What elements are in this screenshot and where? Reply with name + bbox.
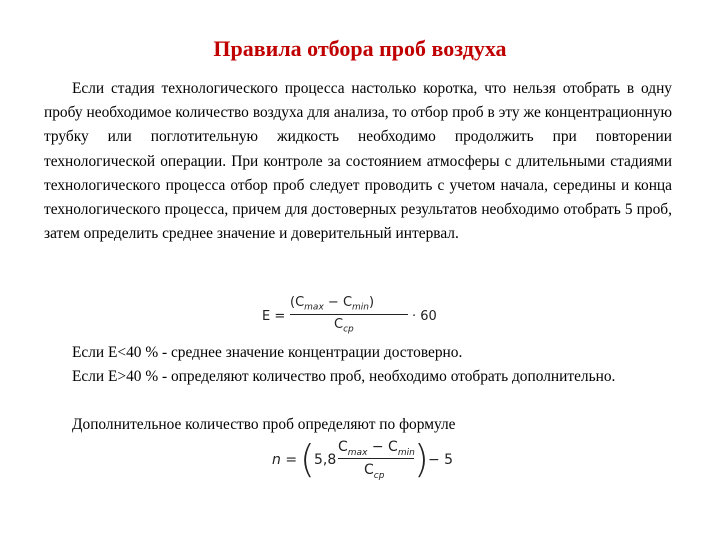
left-paren: ( [300,437,315,481]
fraction-bar [290,314,408,315]
fraction-bar [338,458,414,459]
formula-count-lhs: n = [272,452,298,468]
paragraph-error-above: Если E>40 % - определяют количество проб, необходимо отобрать дополнительно. [72,368,616,385]
formula-sample-count [272,436,462,490]
formula-count-subtract: − 5 [428,452,454,468]
paragraph-error-below: Если E<40 % - среднее значение концентрации достоверно. [72,344,463,361]
formula-coefficient: 5,8 [314,452,337,468]
formula-error-numerator: $(C_{max} - C_{min})$ [290,295,375,313]
formula-count-numerator: $C_{max} - C_{min}$ [338,439,415,458]
formula-error-denominator: $C_{ср}$ [334,317,354,335]
formula-error-lhs: E = [262,309,286,324]
formula-error-multiplier: · 60 [412,309,437,324]
formula-count-denominator: $C_{ср}$ [364,462,385,481]
paragraph-additional-samples: Дополнительное количество проб определяют по формуле [72,416,456,433]
page-title: Правила отбора проб воздуха [213,36,507,61]
right-paren: ) [414,437,429,481]
paragraph-sampling-rules: Если стадия технологического процесса настолько коротка, что нельзя отобрать в одну пробу необходимое количество воздуха для анализа, то отбор проб в эту же концентрационную трубку или поглотительную жидкость необходимо продолжить при повторении технологической операции. При контроле за состоянием атмосферы с длительными стадиями технологического процесса отбор проб следует проводить с учетом начала, середины и конца технологического процесса, причем для достоверных результатов необходимо отобрать 5 проб, затем определить среднее значение и доверительный интервал. [44,80,672,243]
formula-error [262,293,437,341]
